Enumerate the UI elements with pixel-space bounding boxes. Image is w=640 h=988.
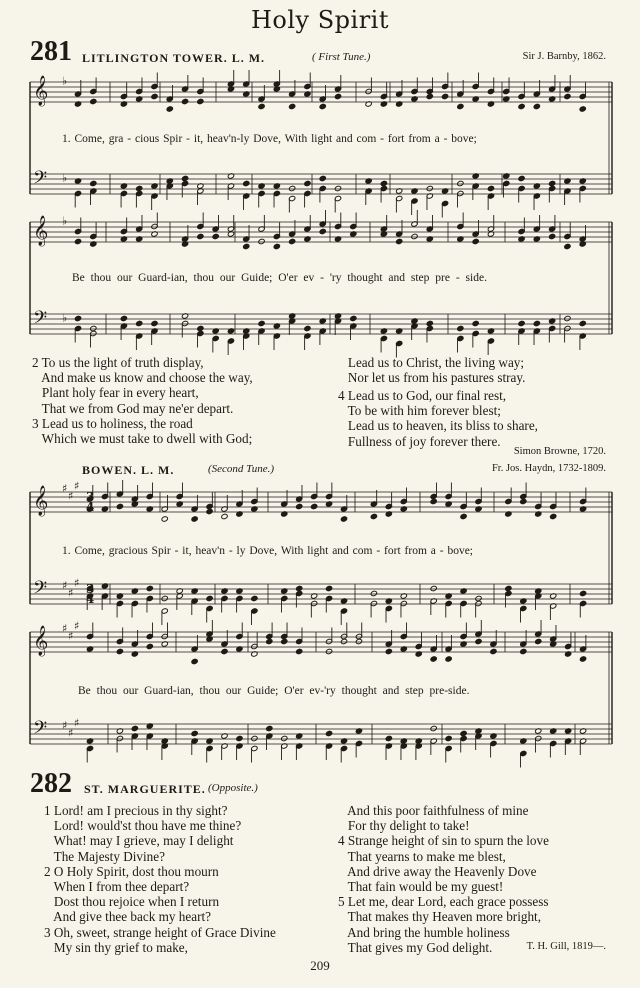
key-signature-icon: ♯ <box>68 489 74 503</box>
note-head <box>243 243 250 249</box>
note-head <box>281 735 288 741</box>
note-head <box>304 180 311 186</box>
note-head <box>457 325 464 331</box>
author-browne: Simon Browne, 1720. <box>513 446 606 457</box>
note-head <box>340 516 347 522</box>
note-head <box>273 243 280 249</box>
note-head <box>505 585 512 591</box>
note-head <box>472 320 479 326</box>
key-signature-icon: ♯ <box>62 719 68 732</box>
note-head <box>90 180 97 186</box>
note-head <box>535 638 542 644</box>
note-head <box>370 513 377 519</box>
bass-clef-icon: 𝄢 <box>33 578 48 603</box>
note-head <box>520 498 527 504</box>
key-signature-icon: ♭ <box>62 214 68 228</box>
lyric-line-2: Be thou our Guard-ian, thou our Guide; O'er ev - 'ry thought and step pre - side. <box>72 272 487 284</box>
note-head <box>74 315 81 321</box>
note-head <box>146 643 153 649</box>
note-head <box>258 238 265 244</box>
note-head <box>181 175 188 181</box>
note-head <box>166 106 173 112</box>
note-head <box>579 106 586 112</box>
note-head <box>475 595 482 601</box>
note-head <box>161 516 168 522</box>
bass-clef-icon: 𝄢 <box>33 308 48 333</box>
treble-clef-icon: 𝄞 <box>33 486 49 516</box>
note-head <box>197 325 204 331</box>
author-gill: T. H. Gill, 1819—. <box>526 941 606 952</box>
note-head <box>430 498 437 504</box>
note-head <box>549 233 556 239</box>
note-head <box>191 730 198 736</box>
note-head <box>258 320 265 326</box>
note-head <box>197 233 204 239</box>
note-head <box>206 508 213 514</box>
note-head <box>325 648 332 654</box>
key-signature-icon: ♯ <box>68 726 74 740</box>
note-head <box>325 730 332 736</box>
note-head <box>319 175 326 181</box>
note-head <box>457 180 464 186</box>
tune-note-opposite: (Opposite.) <box>208 782 258 794</box>
note-head <box>475 638 482 644</box>
key-signature-icon: ♭ <box>62 311 68 325</box>
note-head <box>445 735 452 741</box>
note-head <box>430 725 437 731</box>
note-head <box>251 735 258 741</box>
note-head <box>181 98 188 104</box>
note-head <box>319 103 326 109</box>
note-head <box>460 513 467 519</box>
note-head <box>236 735 243 741</box>
key-signature-icon: ♭ <box>62 171 68 185</box>
note-head <box>281 638 288 644</box>
key-signature-icon: ♯ <box>62 482 68 495</box>
note-head <box>90 325 97 331</box>
note-head <box>221 513 228 519</box>
note-head <box>411 233 418 239</box>
bass-clef-icon: 𝄢 <box>33 718 48 743</box>
note-head <box>426 185 433 191</box>
note-head <box>296 648 303 654</box>
note-head <box>296 585 303 591</box>
note-head <box>136 320 143 326</box>
hymn-282-column-1: 1 Lord! am I precious in thy sight? Lord! would'st thou have me thine? What! may I grieve, may I delight The Majesty Divine? 2 O Holy Spirit, dost thou mourn When I from thee depart? Dost thou rejoice when I return And give thee back my heart? 3 Oh, sweet, strange height of Grace Divine My sin thy grief to make, <box>44 803 276 955</box>
note-head <box>426 320 433 326</box>
hymn-282-column-2: And this poor faithfulness of mine For thy delight to take! 4 Strange height of sin to spurn the love That yearns to make me blest, And drive away the Heavenly Dove That fain would be my guest! 5 Let me, dear Lord, each grace possess That makes thy Heaven more bright, And bring the humble holiness That gives my God delight. <box>338 803 549 955</box>
tune-name-bowen: BOWEN. L. M. <box>82 463 175 477</box>
note-head <box>74 238 81 244</box>
note-head <box>266 638 273 644</box>
note-head <box>311 503 318 509</box>
note-head <box>151 320 158 326</box>
note-head <box>325 585 332 591</box>
note-head <box>370 590 377 596</box>
note-head <box>385 648 392 654</box>
key-signature-icon: ♯ <box>68 586 74 600</box>
note-head <box>518 103 525 109</box>
note-head <box>579 320 586 326</box>
note-head <box>136 185 143 191</box>
note-head <box>90 98 97 104</box>
time-signature: 3 <box>86 490 95 504</box>
verse-2: 2 To us the light of truth display, And make us know and choose the way, Plant holy fear in every heart, That we from God may ne'er depart. <box>32 355 253 416</box>
composer-barnby: Sir J. Barnby, 1862. <box>522 51 606 62</box>
note-head <box>460 730 467 736</box>
note-head <box>549 180 556 186</box>
note-head <box>441 93 448 99</box>
treble-clef-icon: 𝄞 <box>33 216 49 246</box>
note-head <box>350 315 357 321</box>
note-head <box>533 103 540 109</box>
note-head <box>116 503 123 509</box>
time-signature: 3 <box>86 582 95 596</box>
note-head <box>197 98 204 104</box>
key-signature-icon: ♯ <box>74 479 80 493</box>
note-head <box>221 648 228 654</box>
note-head <box>564 243 571 249</box>
note-head <box>550 513 557 519</box>
note-head <box>430 656 437 662</box>
note-head <box>579 656 586 662</box>
note-head <box>258 103 265 109</box>
note-head <box>579 590 586 596</box>
note-head <box>430 585 437 591</box>
note-head <box>319 228 326 234</box>
hymn-number-282: 282 <box>30 768 72 799</box>
note-head <box>334 185 341 191</box>
key-signature-icon: ♭ <box>62 74 68 88</box>
note-head <box>206 595 213 601</box>
note-head <box>445 656 452 662</box>
note-head <box>426 93 433 99</box>
time-signature: 4 <box>86 500 95 514</box>
note-head <box>266 725 273 731</box>
tune-note-first: ( First Tune.) <box>312 51 371 63</box>
note-head <box>385 735 392 741</box>
lyric-line-3: 1. Come, gracious Spir - it, heav'n - ly Dove, With light and com - fort from a - bove; <box>62 545 473 557</box>
note-head <box>146 585 153 591</box>
tune-name-litlington: LITLINGTON TOWER. L. M. <box>82 51 266 65</box>
page-number: 209 <box>310 958 330 973</box>
key-signature-icon: ♯ <box>62 622 68 635</box>
note-head <box>490 648 497 654</box>
time-signature: 4 <box>86 592 95 606</box>
verse-3-cont: Lead us to Christ, the living way; Nor let us from his pastures stray. <box>347 355 526 386</box>
note-head <box>191 516 198 522</box>
note-head <box>340 638 347 644</box>
note-head <box>533 320 540 326</box>
tune-note-second: (Second Tune.) <box>208 463 274 475</box>
note-head <box>396 238 403 244</box>
treble-clef-icon: 𝄞 <box>33 626 49 656</box>
note-head <box>457 103 464 109</box>
note-head <box>212 233 219 239</box>
note-head <box>472 238 479 244</box>
note-head <box>304 325 311 331</box>
section-title: Holy Spirit <box>250 6 389 34</box>
note-head <box>289 238 296 244</box>
key-signature-icon: ♯ <box>74 619 80 633</box>
note-head <box>520 648 527 654</box>
note-head <box>355 638 362 644</box>
key-signature-icon: ♯ <box>74 576 80 590</box>
key-signature-icon: ♯ <box>74 716 80 730</box>
note-head <box>518 320 525 326</box>
verse-4: 4 Lead us to God, our final rest, To be with him forever blest; Lead us to heaven, its bliss to share, Fullness of joy forever there. <box>338 388 538 449</box>
note-head <box>380 180 387 186</box>
hymn-number-281: 281 <box>30 36 72 67</box>
note-head <box>116 648 123 654</box>
note-head <box>243 180 250 186</box>
key-signature-icon: ♯ <box>62 579 68 592</box>
key-signature-icon: ♯ <box>68 629 74 643</box>
note-head <box>296 503 303 509</box>
note-head <box>161 595 168 601</box>
verse-3: 3 Lead us to holiness, the road Which we must take to dwell with God; <box>32 416 253 447</box>
note-head <box>191 658 198 664</box>
composer-haydn: Fr. Jos. Haydn, 1732-1809. <box>491 463 606 474</box>
tune-name-marguerite: ST. MARGUERITE. <box>84 782 206 796</box>
note-head <box>518 175 525 181</box>
lyric-line-1: 1. Come, gra - cious Spir - it, heav'n-ly Dove, With light and com - fort from a - bove; <box>62 133 477 145</box>
note-head <box>120 315 127 321</box>
note-head <box>151 93 158 99</box>
note-head <box>564 315 571 321</box>
note-head <box>251 595 258 601</box>
note-head <box>487 185 494 191</box>
note-head <box>289 103 296 109</box>
note-head <box>131 725 138 731</box>
note-head <box>289 185 296 191</box>
bass-clef-icon: 𝄢 <box>33 168 48 193</box>
note-head <box>334 93 341 99</box>
lyric-line-4: Be thou our Guard-ian, thou our Guide; O'er ev-'ry thought and step pre-side. <box>78 685 470 697</box>
treble-clef-icon: 𝄞 <box>33 76 49 106</box>
note-head <box>564 93 571 99</box>
